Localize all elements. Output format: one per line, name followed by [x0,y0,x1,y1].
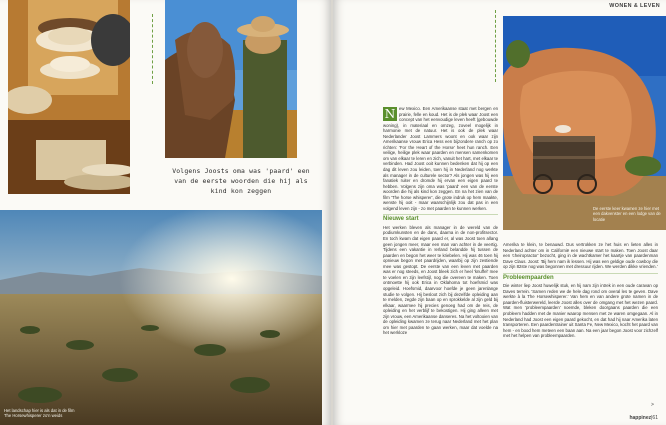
magazine-brand: happinez [629,415,652,421]
subhead-probleempaarden: Probleempaarden [503,273,658,282]
right-page [333,0,666,425]
subhead-nieuwe-start: Nieuwe start [383,214,498,223]
photo-horse-and-man [165,0,297,158]
photo-cowboy-hats [8,0,130,194]
nieuwe-start-text: Het werken bleven als manager in de wereld van de podiumkunsten en de dans, daarna in de non-profitsector. En toch kwam dat eigen paard er, al was Joost toen allang geen jongen meer, maar een man van achter in de veertig. Tijdens een vakantie in Ierland belandde hij tussen de paarden en begon het weer te kriebelen. Hij was 46 toen hij opnieuw begon met paardrijden, waarbij op zijn zestiende mee was gestopt. De eerste van een leven met paarden was er nog steeds, en Joost bleek zich er heel 'knuffel' mee te voelen en zijn leefstijl, nog die overeen te maken. Toen ontmoette hij ook Erica in Oklahoma tot hoefsmid was opgeleid. Hoefsmid, daarvoor hoefde je geen jarenlange studie te volgen. Hij besloot zich bij dezelfde opleiding aan te melden, zegde zijn baan op en sprokkelde al zijn geld bij elkaar, waarmee hij precies genoeg had om de reis, de opleiding en het verblijf te bekostigen. Hij ging alleen met zijn vrouw, een Amerikaanse danseres. Na het voltooien van de opleiding kwamen ze terug naar Nederland met het plan om hier met paarden te gaan werken, maar dat voelde na het werkloze [383,224,498,336]
intro-paragraph [383,106,498,211]
page-footer [629,415,658,421]
photo-prairie-landscape [0,210,322,425]
article-column-2 [503,242,658,341]
section-label: WONEN & LEVEN [609,3,660,9]
article-column-1 [383,106,498,338]
page-number: |61 [651,415,658,421]
left-page [0,0,331,425]
continue-arrow: > [651,402,654,408]
caption-rock: De eerste keer kwamen ze hier met een dakvenster en een lodge van de locatie [593,206,661,222]
intro-text: ew Mexico. Een Amerikaanse staat met bergen en prairie, felle en koud. Het is de plek waar Joost een concept van het eenvoudige leven heeft (gebouwde woning), in materiaal en omzeg, zoveel mogelijk in harmonie met de natuur. Het is ook de plek waar Nederlander Joost Lammers woont en ook waar zijn Amerikaanse vrouw Erica Hess een bijzondere ranch op zo richten: 'For the Heart of the Horse' heet hun ranch. Een veilige, heilige plek waar paarden en mensen samenkomen om van elkaar te leren en zich, vanuit het hart, met elkaar te verbinden. Had Joost ooit kunnen bedenken dat hij op een dag dit leven zou leiden, toen hij in Nederland nog werkte als manager in de culturele sector? Als jongen was hij een fanatiek ruiter en dromde hij ervan een eigen paard te hebben. Volgens zijn oma was 'paard' een van de eerste woorden die hij als kind kon zeggen. En na het zien van de film 'The horse whisperer', die grote indruk op hem maakte, wenste hij ooit - maar waarschijnlijk zou dat pas in een volgend leven zijn - zo met paarden te kunnen werken. [383,106,498,211]
caption-landscape: Het landschap hier is als dat in de film The Horsewhisperer zo'n weids [4,408,75,419]
quote-divider [152,14,154,84]
pull-quote: Volgens Joosts oma was 'paard' een van de eerste woorden die hij als kind kon zeggen [172,167,310,195]
photo-rock-and-wagon [503,16,666,230]
column-2-intro-text: Amerika te klein, te benauwd. Dus vertrokken ze het huis en lieten alles in Nederland achter om in Californië een nieuwe start te maken. Toen Joost daar een 'cheiropractor' bezocht, ging in de wachtkamer het kaartje van paardenman Dave Claus. Joost: 'Bij hem nam ik lessen. Hij was een geldige oude cowboy die op zijn 82ste nog was begonnen met dressuur rijden. We werden dikke vrienden.' [503,242,658,270]
column-divider [495,10,497,82]
drop-cap: N [384,107,396,121]
probleempaarden-text: Die winter liep Joost huwelijk stuk, en hij nam zijn intrek in een oude caravan op Daves terrein. 'Samen reden we de hele dag rond om overal les te geven. Dave werkte à la The Horsewhisperer.' Van hem en van andere grote namen in de paarden-fluisterwereld, leerde Joost alles over de omgang met het wezen paard. Wat men 'probleempaarden' noemde, bleken doorgaans paarden die een probleem hadden met de manier waarop mensen met ze waren omgegaan. Al in Nederland had Joost een eigen paard gekocht, en dat had hij naar Amerika laten transporteren. Een paardentrainer uit Santa Fe, New Mexico, kocht het paard van hem - en bood hem meteen een baan aan. Na een jaar begon Joost voor zichzelf met het helpen van probleempaarden. [503,283,659,339]
